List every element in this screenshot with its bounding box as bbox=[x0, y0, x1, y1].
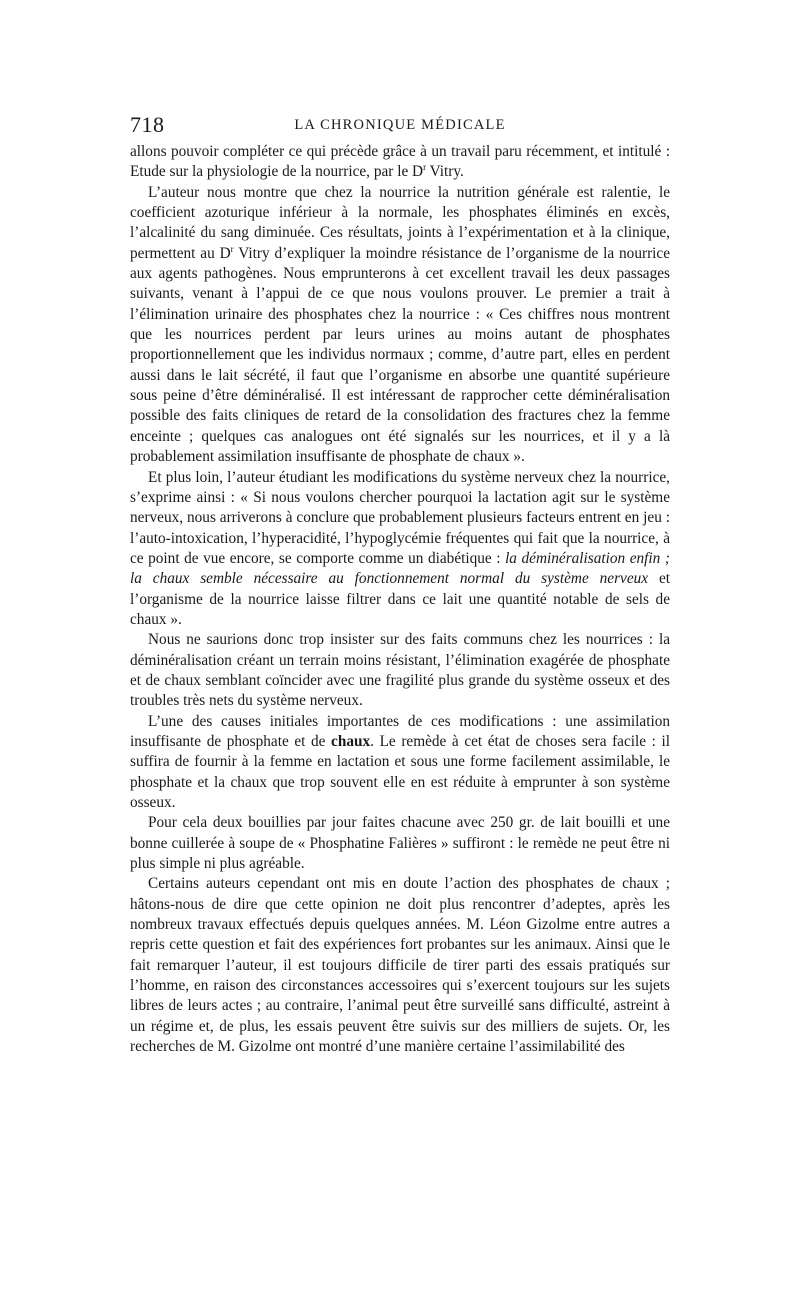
paragraph-7 bbox=[130, 874, 670, 1057]
paragraph-5-text: L’une des causes initiales importantes de ces modifications : une assimilation insuffisante de phosphate et de bbox=[130, 712, 670, 750]
paragraph-4-text: Nous ne saurions donc trop insister sur des faits communs chez les nourrices : la déminéralisation créant un terrain moins résistant, l’élimination exagérée de phosphate et de chaux semblant coïncider avec une fragilité plus grande du système osseux et des troubles très nets du système nerveux. bbox=[130, 631, 670, 710]
body-text bbox=[130, 142, 670, 1057]
paragraph-5 bbox=[130, 712, 670, 814]
journal-title: LA CHRONIQUE MÉDICALE bbox=[294, 117, 506, 133]
paragraph-6-text: Pour cela deux bouillies par jour faites chacune avec 250 gr. de lait bouilli et une bonne cuillerée à soupe de « Phosphatine Falières » suffiront : le remède ne peut être ni plus simple ni plus agréable. bbox=[130, 814, 670, 873]
paragraph-1 bbox=[130, 142, 670, 183]
superscript-r: r bbox=[423, 162, 427, 173]
paragraph-3-text: Et plus loin, l’auteur étudiant les modifications du système nerveux chez la nourrice, s’exprime ainsi : « Si nous voulons chercher pourquoi la lactation agit sur le système nerveux, nous arriverons à conclure que probablement plusieurs facteurs entrent en jeu : l’auto-intoxication, l’hyperacidité, l’hypoglycémie fréquentes qui fait que la nourrice, à ce point de vue encore, se comporte comme un diabétique : bbox=[130, 468, 670, 567]
paragraph-1-text-end: Vitry. bbox=[426, 163, 464, 181]
page-number: 718 bbox=[130, 112, 165, 137]
superscript-r: r bbox=[230, 243, 234, 254]
paragraph-2-text: L’auteur nous montre que chez la nourrice la nutrition générale est ralentie, le coefficient azoturique inférieur à la normale, les phosphates éliminés en excès, l’alcalinité du sang diminuée. Ces résultats, joints à l’expérimentation et à la clinique, permettent au D bbox=[130, 183, 670, 262]
paragraph-1-text: allons pouvoir compléter ce qui précède grâce à un travail paru récemment, et intitulé : Etude sur la physiologie de la nourrice, par le D bbox=[130, 143, 670, 181]
paragraph-3-text-end: et l’organisme de la nourrice laisse filtrer dans ce lait une quantité notable de sels de chaux ». bbox=[130, 570, 670, 628]
paragraph-2-text-end: Vitry d’expliquer la moindre résistance de l’organisme de la nourrice aux agents pathogènes. Nous emprunterons à cet excellent travail les deux passages suivants, venant à l’appui de ce que nous voulons prouver. Le premier a trait à l’élimination urinaire des phosphates chez la nourrice : « Ces chiffres nous montrent que les nourrices perdent par leurs urines au moins autant de phosphates proportionnellement que les individus normaux ; comme, d’autre part, elles en perdent aussi dans le lait sécrété, il faut que l’organisme en absorbe une quantité supérieure sous peine d’être déminéralisé. Il est intéressant de rapprocher cette déminéralisation possible des faits cliniques de retard de la consolidation des fractures chez la femme enceinte ; quelques cas analogues ont été signalés sur les nourrices, et il y a là probablement assimilation insuffisante de phosphate de chaux ». bbox=[130, 244, 670, 466]
paragraph-5-text-end: . Le remède à cet état de choses sera facile : il suffira de fournir à la femme en lactation et sous une forme facilement assimilable, le phosphate et la chaux que trop souvent elle en est réduite à emprunter à son système osseux. bbox=[130, 732, 670, 811]
paragraph-4 bbox=[130, 630, 670, 711]
paragraph-2 bbox=[130, 183, 670, 468]
paragraph-6 bbox=[130, 813, 670, 874]
running-header bbox=[130, 112, 670, 138]
paragraph-3 bbox=[130, 468, 670, 631]
paragraph-7-text: Certains auteurs cependant ont mis en doute l’action des phosphates de chaux ; hâtons-nous de dire que cette opinion ne doit plus rencontrer d’adeptes, après les nombreux travaux effectués depuis quelques années. M. Léon Gizolme entre autres a repris cette question et fait des expériences fort probantes sur les animaux. Ainsi que le fait remarquer l’auteur, il est toujours difficile de tirer parti des essais pratiqués sur l’homme, en raison des circonstances accessoires qui s’exercent toujours sur les sujets libres de leurs actes ; au contraire, l’animal peut être surveillé sans difficulté, astreint à un régime et, de plus, les essais peuvent être suivis sur des milliers de sujets. Or, les recherches de M. Gizolme ont montré d’une manière certaine l’assimilabilité des bbox=[130, 875, 670, 1056]
paragraph-5-bold-word: chaux bbox=[331, 732, 371, 750]
paragraph-3-italic-quote: la déminéralisation enfin ; la chaux semble nécessaire au fonctionnement normal du système nerveux bbox=[130, 549, 670, 588]
